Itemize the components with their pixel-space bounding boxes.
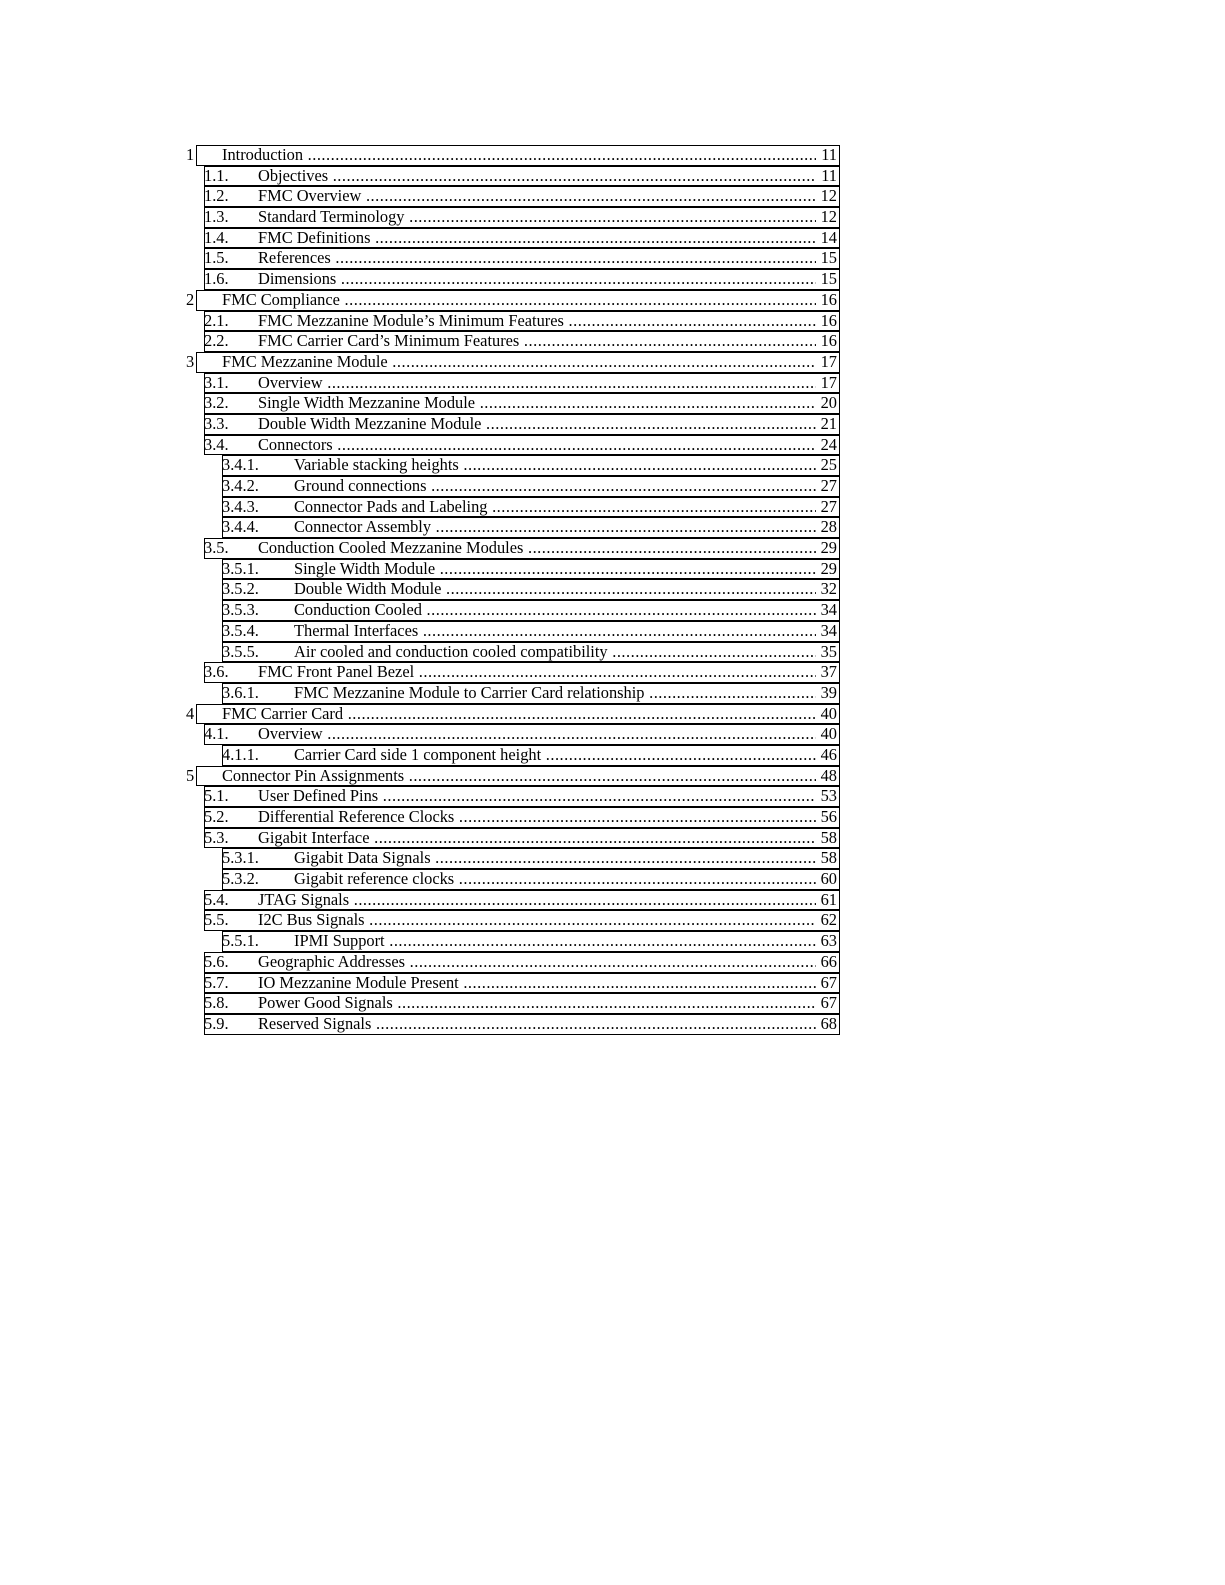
toc-entry-4-1[interactable] [186, 724, 840, 745]
toc-entry-3-5-2[interactable] [186, 579, 840, 600]
toc-entry-page-number: 17 [820, 351, 837, 371]
toc-entry-page-number: 29 [820, 538, 837, 558]
toc-entry-title: FMC Definitions ..... [258, 228, 816, 249]
toc-entry-title: Gigabit reference clocks ..... [294, 869, 816, 890]
toc-entry-title: FMC Mezzanine Module ..... [222, 352, 816, 373]
toc-entry-title: JTAG Signals ..... [258, 890, 816, 911]
toc-entry-title: Overview ..... [258, 724, 816, 745]
toc-entry-2-1[interactable] [186, 311, 840, 332]
toc-entry-page-number: 67 [820, 993, 837, 1013]
toc-entry-title: Overview ..... [258, 373, 816, 394]
toc-entry-page-number: 35 [820, 641, 837, 661]
toc-entry-title: Dimensions ..... [258, 269, 816, 290]
toc-entry-title: Gigabit Interface ..... [258, 828, 816, 849]
toc-entry-3[interactable] [186, 352, 840, 373]
toc-entry-number: 3.6.1. [222, 682, 259, 702]
toc-entry-1[interactable] [186, 145, 840, 166]
toc-entry-number: 3.4.2. [222, 476, 259, 495]
toc-entry-3-4-2[interactable] [186, 476, 840, 497]
toc-entry-title: Conduction Cooled ..... [294, 600, 816, 621]
toc-entry-number: 5.3.2. [222, 869, 259, 889]
toc-entry-title: IPMI Support ..... [294, 931, 816, 952]
toc-entry-3-1[interactable] [186, 373, 840, 394]
toc-entry-title: Connector Assembly ..... [294, 517, 816, 538]
toc-entry-number: 3.4. [204, 434, 229, 454]
toc-entry-page-number: 24 [820, 434, 837, 454]
toc-entry-number: 3.4.4. [222, 517, 259, 537]
toc-entry-page-number: 39 [820, 682, 837, 702]
toc-entry-3-4-1[interactable] [186, 455, 840, 476]
toc-entry-number: 5.7. [204, 972, 229, 992]
toc-entry-number: 5.5.1. [222, 931, 259, 951]
toc-entry-page-number: 56 [820, 807, 837, 826]
toc-entry-1-3[interactable] [186, 207, 840, 228]
toc-entry-number: 3.3. [204, 413, 229, 433]
toc-entry-4-1-1[interactable] [186, 745, 840, 766]
toc-entry-title: FMC Mezzanine Module to Carrier Card relationship ..... [294, 683, 816, 704]
toc-entry-3-6[interactable] [186, 662, 840, 683]
toc-entry-title: Conduction Cooled Mezzanine Modules ..... [258, 538, 816, 559]
toc-entry-number: 3.5.2. [222, 579, 259, 599]
toc-entry-page-number: 63 [820, 931, 837, 951]
toc-entry-page-number: 37 [820, 662, 837, 682]
toc-entry-page-number: 28 [820, 517, 837, 537]
toc-entry-title: Geographic Addresses ..... [258, 952, 816, 973]
toc-entry-number: 1.6. [204, 269, 229, 289]
toc-entry-title: Connectors ..... [258, 435, 816, 456]
toc-entry-page-number: 27 [820, 476, 837, 495]
toc-entry-number: 1.4. [204, 227, 229, 247]
toc-entry-page-number: 32 [820, 579, 837, 599]
toc-entry-number: 3.5.4. [222, 620, 259, 640]
toc-entry-page-number: 15 [820, 269, 837, 289]
toc-entry-5-3-1[interactable] [186, 848, 840, 869]
toc-entry-title: Differential Reference Clocks ..... [258, 807, 816, 828]
toc-entry-3-5[interactable] [186, 538, 840, 559]
toc-entry-page-number: 27 [820, 496, 837, 516]
toc-entry-1-5[interactable] [186, 248, 840, 269]
toc-entry-page-number: 58 [820, 848, 837, 868]
toc-entry-5-8[interactable] [186, 993, 840, 1014]
toc-entry-number: 4 [186, 703, 195, 723]
toc-entry-page-number: 58 [820, 827, 837, 847]
toc-entry-3-5-1[interactable] [186, 559, 840, 580]
toc-entry-3-4-3[interactable] [186, 497, 840, 518]
toc-entry-1-1[interactable] [186, 166, 840, 187]
toc-entry-number: 3.2. [204, 393, 229, 413]
toc-entry-3-2[interactable] [186, 393, 840, 414]
toc-entry-number: 1.3. [204, 207, 229, 227]
toc-entry-1-4[interactable] [186, 228, 840, 249]
toc-entry-page-number: 40 [820, 724, 837, 744]
toc-entry-page-number: 21 [820, 413, 837, 433]
toc-entry-number: 3.5. [204, 538, 229, 558]
toc-entry-title: Single Width Mezzanine Module ..... [258, 393, 816, 414]
toc-entry-2[interactable] [186, 290, 840, 311]
toc-entry-page-number: 34 [820, 600, 837, 620]
toc-entry-title: User Defined Pins ..... [258, 786, 816, 807]
toc-entry-page-number: 14 [820, 227, 837, 247]
toc-entry-number: 5 [186, 765, 195, 785]
toc-entry-title: Single Width Module ..... [294, 559, 816, 580]
toc-entry-5-9[interactable] [186, 1014, 840, 1035]
toc-entry-number: 3.1. [204, 372, 229, 392]
toc-entry-number: 3.4.3. [222, 496, 259, 516]
toc-entry-title: Double Width Module ..... [294, 579, 816, 600]
toc-entry-number: 3.4.1. [222, 455, 259, 475]
toc-entry-page-number: 20 [820, 393, 837, 413]
toc-entry-title: FMC Carrier Card ..... [222, 704, 816, 725]
toc-entry-5-5[interactable] [186, 910, 840, 931]
toc-entry-page-number: 12 [820, 186, 837, 206]
toc-entry-title: Power Good Signals ..... [258, 993, 816, 1014]
toc-entry-title: Connector Pin Assignments ..... [222, 766, 816, 787]
toc-entry-title: FMC Mezzanine Module’s Minimum Features ..... [258, 311, 816, 332]
toc-entry-title: Connector Pads and Labeling ..... [294, 497, 816, 518]
toc-entry-title: Double Width Mezzanine Module ..... [258, 414, 816, 435]
toc-entry-page-number: 60 [820, 869, 837, 889]
toc-entry-title: Standard Terminology ..... [258, 207, 816, 228]
toc-entry-number: 5.6. [204, 951, 229, 971]
toc-entry-number: 3 [186, 351, 195, 371]
toc-entry-3-3[interactable] [186, 414, 840, 435]
toc-entry-5-5-1[interactable] [186, 931, 840, 952]
toc-entry-page-number: 53 [820, 786, 837, 806]
toc-entry-number: 5.5. [204, 910, 229, 930]
toc-entry-5-7[interactable] [186, 973, 840, 994]
table-of-contents [186, 145, 840, 1035]
toc-entry-number: 1.2. [204, 186, 229, 206]
toc-entry-number: 5.2. [204, 807, 229, 826]
toc-entry-page-number: 68 [820, 1013, 837, 1033]
toc-entry-title: Variable stacking heights ..... [294, 455, 816, 476]
toc-entry-page-number: 66 [820, 951, 837, 971]
toc-entry-page-number: 15 [820, 248, 837, 268]
toc-entry-number: 2.1. [204, 310, 229, 330]
toc-entry-page-number: 16 [820, 289, 837, 309]
toc-entry-number: 5.1. [204, 786, 229, 806]
toc-entry-3-4[interactable] [186, 435, 840, 456]
toc-entry-number: 5.4. [204, 889, 229, 909]
toc-entry-number: 3.5.5. [222, 641, 259, 661]
toc-entry-page-number: 16 [820, 331, 837, 351]
toc-entry-5-1[interactable] [186, 786, 840, 807]
toc-entry-page-number: 16 [820, 310, 837, 330]
toc-entry-2-2[interactable] [186, 331, 840, 352]
toc-entry-number: 2 [186, 289, 195, 309]
toc-entry-number: 3.6. [204, 662, 229, 682]
toc-entry-title: FMC Front Panel Bezel ..... [258, 662, 816, 683]
toc-entry-page-number: 11 [821, 145, 837, 164]
toc-entry-3-5-3[interactable] [186, 600, 840, 621]
toc-entry-number: 3.5.1. [222, 558, 259, 578]
toc-entry-5[interactable] [186, 766, 840, 787]
toc-entry-1-2[interactable] [186, 186, 840, 207]
toc-entry-3-5-4[interactable] [186, 621, 840, 642]
toc-entry-number: 5.3. [204, 827, 229, 847]
toc-entry-title: Ground connections ..... [294, 476, 816, 497]
toc-entry-3-5-5[interactable] [186, 642, 840, 663]
toc-entry-number: 2.2. [204, 331, 229, 351]
toc-entry-number: 1.1. [204, 165, 229, 185]
toc-entry-5-3-2[interactable] [186, 869, 840, 890]
toc-entry-5-2[interactable] [186, 807, 840, 828]
toc-entry-title: FMC Carrier Card’s Minimum Features ..... [258, 331, 816, 352]
toc-entry-3-6-1[interactable] [186, 683, 840, 704]
toc-entry-number: 5.3.1. [222, 848, 259, 868]
toc-entry-number: 5.9. [204, 1013, 229, 1033]
toc-entry-number: 4.1. [204, 724, 229, 744]
toc-entry-page-number: 12 [820, 207, 837, 227]
toc-entry-page-number: 17 [820, 372, 837, 392]
toc-entry-title: Objectives ..... [258, 166, 816, 187]
toc-entry-title: Gigabit Data Signals ..... [294, 848, 816, 869]
toc-entry-title: References ..... [258, 248, 816, 269]
toc-entry-number: 1.5. [204, 248, 229, 268]
toc-entry-title: FMC Compliance ..... [222, 290, 816, 311]
toc-entry-page-number: 29 [820, 558, 837, 578]
toc-entry-4[interactable] [186, 704, 840, 725]
toc-entry-title: FMC Overview ..... [258, 186, 816, 207]
toc-entry-5-4[interactable] [186, 890, 840, 911]
toc-entry-number: 5.8. [204, 993, 229, 1013]
toc-entry-title: Carrier Card side 1 component height ..... [294, 745, 816, 766]
toc-entry-5-3[interactable] [186, 828, 840, 849]
toc-entry-page-number: 25 [820, 455, 837, 475]
toc-entry-page-number: 46 [820, 744, 837, 764]
toc-entry-3-4-4[interactable] [186, 517, 840, 538]
toc-entry-page-number: 34 [820, 620, 837, 640]
toc-entry-page-number: 40 [820, 703, 837, 723]
toc-entry-number: 1 [186, 145, 195, 164]
toc-entry-page-number: 61 [820, 889, 837, 909]
toc-entry-title: Reserved Signals ..... [258, 1014, 816, 1035]
toc-entry-title: Introduction ..... [222, 145, 816, 166]
toc-entry-page-number: 62 [820, 910, 837, 930]
toc-entry-title: Thermal Interfaces ..... [294, 621, 816, 642]
toc-entry-page-number: 11 [821, 165, 837, 185]
toc-entry-number: 4.1.1. [222, 744, 259, 764]
toc-entry-title: Air cooled and conduction cooled compatibility ..... [294, 642, 816, 663]
toc-entry-1-6[interactable] [186, 269, 840, 290]
toc-entry-title: IO Mezzanine Module Present ..... [258, 973, 816, 994]
toc-entry-title: I2C Bus Signals ..... [258, 910, 816, 931]
toc-entry-page-number: 48 [820, 765, 837, 785]
toc-entry-page-number: 67 [820, 972, 837, 992]
toc-entry-number: 3.5.3. [222, 600, 259, 620]
toc-entry-5-6[interactable] [186, 952, 840, 973]
